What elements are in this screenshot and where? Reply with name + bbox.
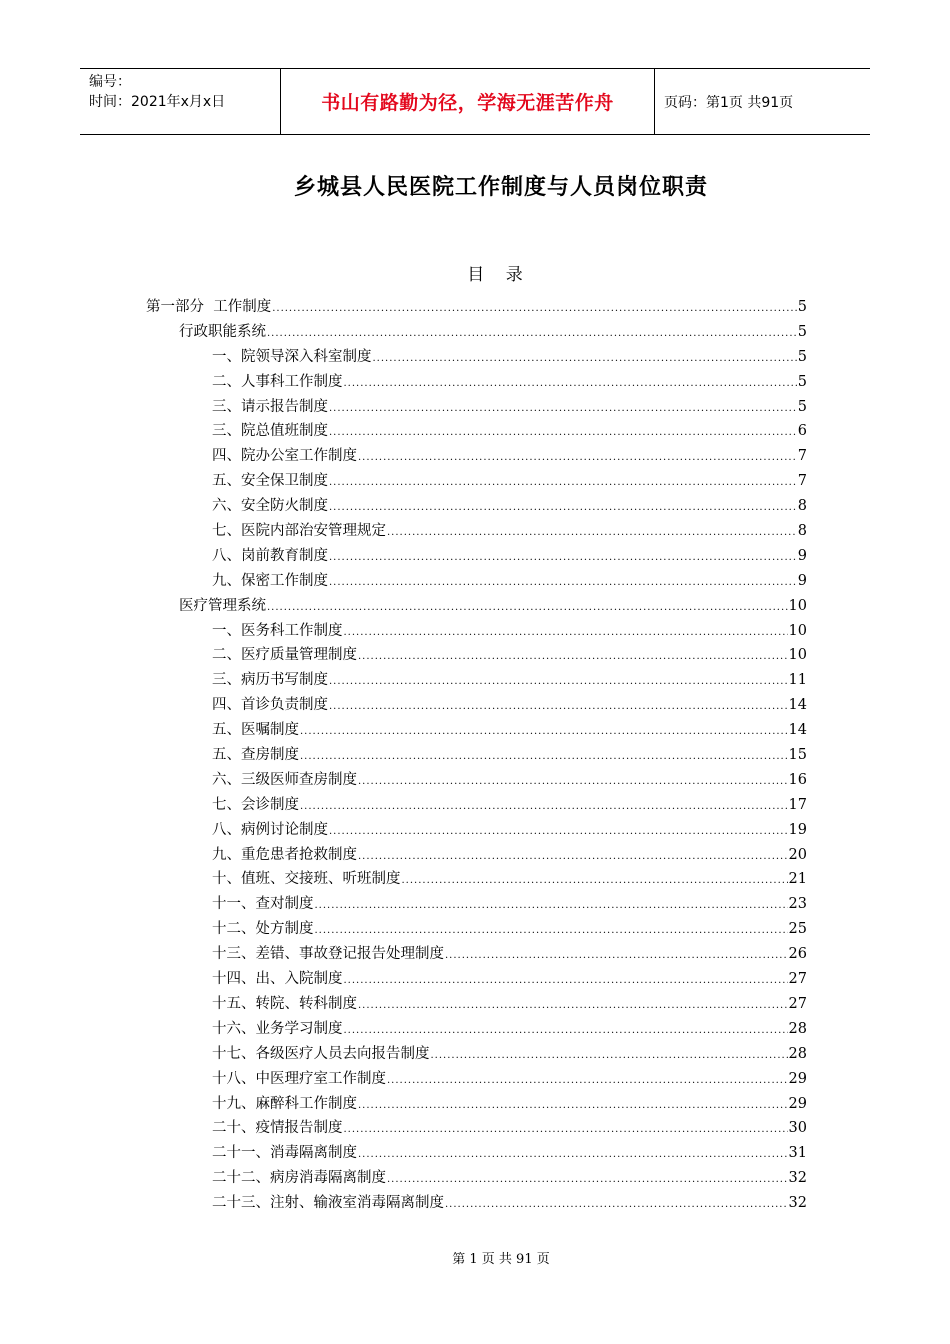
toc-entry-page: 9 xyxy=(797,547,807,564)
toc-entry-label: 十六、业务学习制度 xyxy=(212,1020,343,1037)
toc-entry[interactable] xyxy=(146,419,807,444)
toc-entry-label: 十一、查对制度 xyxy=(212,896,314,913)
toc-dot-leader xyxy=(387,1174,788,1185)
toc-entry[interactable] xyxy=(146,668,807,693)
toc-entry[interactable] xyxy=(146,643,807,668)
toc-entry[interactable] xyxy=(146,1017,807,1042)
toc-dot-leader xyxy=(329,403,797,414)
toc-entry[interactable] xyxy=(146,594,807,619)
toc-dot-leader xyxy=(329,826,788,837)
header-table xyxy=(80,68,870,135)
toc-dot-leader xyxy=(300,751,788,762)
toc-entry[interactable] xyxy=(146,867,807,892)
toc-entry-page: 8 xyxy=(797,498,807,515)
toc-entry[interactable] xyxy=(146,892,807,917)
toc-entry-page: 29 xyxy=(788,1070,807,1087)
toc-entry-label: 二十二、病房消毒隔离制度 xyxy=(212,1170,386,1187)
toc-dot-leader xyxy=(344,975,788,986)
toc-entry-label: 一、院领导深入科室制度 xyxy=(212,348,372,365)
toc-entry-label: 八、病例讨论制度 xyxy=(212,821,328,838)
toc-entry[interactable] xyxy=(146,444,807,469)
toc-dot-leader xyxy=(402,875,788,886)
toc-entry-page: 15 xyxy=(788,747,807,764)
toc-entry-label: 二十一、消毒隔离制度 xyxy=(212,1145,357,1162)
toc-entry[interactable] xyxy=(146,1116,807,1141)
toc-entry-page: 5 xyxy=(797,373,807,390)
toc-entry[interactable] xyxy=(146,295,807,320)
toc-entry[interactable] xyxy=(146,1092,807,1117)
toc-heading: 目 录 xyxy=(467,265,523,285)
toc-entry-page: 27 xyxy=(788,995,807,1012)
toc-entry-label: 六、三级医师查房制度 xyxy=(212,771,357,788)
toc-dot-leader xyxy=(329,477,797,488)
toc-dot-leader xyxy=(445,1199,788,1210)
toc-entry[interactable] xyxy=(146,743,807,768)
toc-dot-leader xyxy=(329,676,788,687)
toc-dot-leader xyxy=(267,602,788,613)
toc-entry-page: 14 xyxy=(788,722,807,739)
toc-entry-label: 三、请示报告制度 xyxy=(212,398,328,415)
toc-dot-leader xyxy=(358,651,788,662)
toc-dot-leader xyxy=(358,1000,788,1011)
toc-entry-label: 九、保密工作制度 xyxy=(212,572,328,589)
toc-entry-label: 二、人事科工作制度 xyxy=(212,373,343,390)
toc-entry-label: 二十、疫情报告制度 xyxy=(212,1120,343,1137)
header-slogan-cell xyxy=(281,69,655,134)
toc-entry[interactable] xyxy=(146,494,807,519)
toc-dot-leader xyxy=(445,950,788,961)
toc-entry-page: 26 xyxy=(788,946,807,963)
toc-entry[interactable] xyxy=(146,1042,807,1067)
toc-entry-label: 十二、处方制度 xyxy=(212,921,314,938)
toc-entry-label: 七、会诊制度 xyxy=(212,796,299,813)
toc-entry-page: 11 xyxy=(788,672,807,689)
toc-entry[interactable] xyxy=(146,942,807,967)
toc-entry[interactable] xyxy=(146,469,807,494)
toc-entry-label: 十八、中医理疗室工作制度 xyxy=(212,1070,386,1087)
document-title: 乡城县人民医院工作制度与人员岗位职责 xyxy=(293,175,708,200)
toc-entry-page: 5 xyxy=(797,323,807,340)
toc-entry-page: 10 xyxy=(788,647,807,664)
toc-entry[interactable] xyxy=(146,1067,807,1092)
toc-entry[interactable] xyxy=(146,370,807,395)
toc-entry-label: 七、医院内部治安管理规定 xyxy=(212,523,386,540)
toc-dot-leader xyxy=(387,527,797,538)
toc-entry-label: 十九、麻醉科工作制度 xyxy=(212,1095,357,1112)
toc-entry-label: 六、安全防火制度 xyxy=(212,498,328,515)
toc-dot-leader xyxy=(358,452,797,463)
toc-entry-label: 二十三、注射、输液室消毒隔离制度 xyxy=(212,1195,444,1212)
toc-dot-leader xyxy=(387,1075,788,1086)
toc-entry-page: 10 xyxy=(788,622,807,639)
toc-dot-leader xyxy=(373,353,797,364)
toc-entry-label: 二、医疗质量管理制度 xyxy=(212,647,357,664)
toc-entry-label: 三、院总值班制度 xyxy=(212,423,328,440)
toc-entry-page: 19 xyxy=(788,821,807,838)
toc-entry-label: 十、值班、交接班、听班制度 xyxy=(212,871,401,888)
toc-entry-page: 6 xyxy=(797,423,807,440)
toc-entry[interactable] xyxy=(146,519,807,544)
toc-dot-leader xyxy=(358,1149,788,1160)
toc-entry-label: 医疗管理系统 xyxy=(179,597,266,614)
toc-entry[interactable] xyxy=(146,693,807,718)
toc-entry-label: 五、医嘱制度 xyxy=(212,722,299,739)
toc-entry-page: 20 xyxy=(788,846,807,863)
toc-entry-page: 29 xyxy=(788,1095,807,1112)
toc-dot-leader xyxy=(329,577,797,588)
toc-dot-leader xyxy=(344,1025,788,1036)
toc-dot-leader xyxy=(315,900,788,911)
toc-dot-leader xyxy=(315,925,788,936)
document-number: 编号： xyxy=(89,74,131,90)
toc-entry-page: 32 xyxy=(788,1195,807,1212)
toc-dot-leader xyxy=(344,378,797,389)
toc-entry-page: 28 xyxy=(788,1045,807,1062)
toc-entry-page: 10 xyxy=(788,597,807,614)
toc-entry-page: 7 xyxy=(797,448,807,465)
toc-entry-page: 8 xyxy=(797,523,807,540)
toc-entry-page: 28 xyxy=(788,1020,807,1037)
toc-entry-page: 23 xyxy=(788,896,807,913)
page-footer: 第 1 页 共 91 页 xyxy=(452,1252,550,1267)
toc-dot-leader xyxy=(358,851,788,862)
toc-entry[interactable] xyxy=(146,718,807,743)
toc-entry-page: 31 xyxy=(788,1145,807,1162)
toc-entry-label: 十四、出、入院制度 xyxy=(212,971,343,988)
toc-entry[interactable] xyxy=(146,917,807,942)
toc-entry[interactable] xyxy=(146,818,807,843)
toc-entry-page: 17 xyxy=(788,796,807,813)
toc-entry-label: 四、院办公室工作制度 xyxy=(212,448,357,465)
toc-entry[interactable] xyxy=(146,569,807,594)
toc-entry[interactable] xyxy=(146,992,807,1017)
toc-entry-label: 十五、转院、转科制度 xyxy=(212,995,357,1012)
toc-entry[interactable] xyxy=(146,345,807,370)
toc-entry-label: 第一部分 工作制度 xyxy=(146,299,272,315)
toc-entry[interactable] xyxy=(146,1166,807,1191)
toc-entry-page: 9 xyxy=(797,572,807,589)
toc-entry-page: 30 xyxy=(788,1120,807,1137)
header-meta-cell xyxy=(80,69,281,134)
toc-dot-leader xyxy=(431,1050,788,1061)
toc-dot-leader xyxy=(300,801,788,812)
toc-dot-leader xyxy=(358,1100,788,1111)
toc-entry-page: 32 xyxy=(788,1170,807,1187)
toc-dot-leader xyxy=(344,1124,788,1135)
slogan: 书山有路勤为径，学海无涯苦作舟 xyxy=(321,92,614,114)
toc-dot-leader xyxy=(358,776,788,787)
toc-dot-leader xyxy=(329,502,797,513)
toc-entry-page: 5 xyxy=(797,398,807,415)
header-page-cell xyxy=(655,69,870,134)
toc-entry[interactable] xyxy=(146,320,807,345)
toc-entry[interactable] xyxy=(146,793,807,818)
document-date: 时间：2021年x月x日 xyxy=(89,94,226,110)
toc-entry-label: 十七、各级医疗人员去向报告制度 xyxy=(212,1045,430,1062)
toc-dot-leader xyxy=(267,328,797,339)
toc-dot-leader xyxy=(329,701,788,712)
toc-entry-page: 16 xyxy=(788,771,807,788)
toc-entry[interactable] xyxy=(146,768,807,793)
toc-entry-page: 7 xyxy=(797,473,807,490)
toc-entry[interactable] xyxy=(146,967,807,992)
toc-entry[interactable] xyxy=(146,843,807,868)
toc-entry-page: 14 xyxy=(788,697,807,714)
toc-entry[interactable] xyxy=(146,1141,807,1166)
toc-entry[interactable] xyxy=(146,619,807,644)
toc-entry[interactable] xyxy=(146,1191,807,1216)
toc-entry-label: 五、查房制度 xyxy=(212,747,299,764)
toc-entry-label: 行政职能系统 xyxy=(179,323,266,340)
toc-entry-page: 25 xyxy=(788,921,807,938)
toc-dot-leader xyxy=(344,627,788,638)
toc-entry-label: 四、首诊负责制度 xyxy=(212,697,328,714)
toc-entry-page: 21 xyxy=(788,871,807,888)
toc-entry-label: 三、病历书写制度 xyxy=(212,672,328,689)
toc-entry-page: 5 xyxy=(797,299,807,315)
page-info: 页码：第1页 共91页 xyxy=(664,94,794,111)
toc-entry[interactable] xyxy=(146,544,807,569)
toc-dot-leader xyxy=(272,303,797,314)
toc-dot-leader xyxy=(329,427,797,438)
toc-entry-page: 27 xyxy=(788,971,807,988)
toc-entry-label: 八、岗前教育制度 xyxy=(212,547,328,564)
toc-entry-label: 九、重危患者抢救制度 xyxy=(212,846,357,863)
table-of-contents xyxy=(146,295,807,1216)
toc-dot-leader xyxy=(329,552,797,563)
toc-entry[interactable] xyxy=(146,395,807,420)
toc-entry-page: 5 xyxy=(797,348,807,365)
toc-entry-label: 十三、差错、事故登记报告处理制度 xyxy=(212,946,444,963)
toc-dot-leader xyxy=(300,726,788,737)
toc-entry-label: 一、医务科工作制度 xyxy=(212,622,343,639)
toc-entry-label: 五、安全保卫制度 xyxy=(212,473,328,490)
